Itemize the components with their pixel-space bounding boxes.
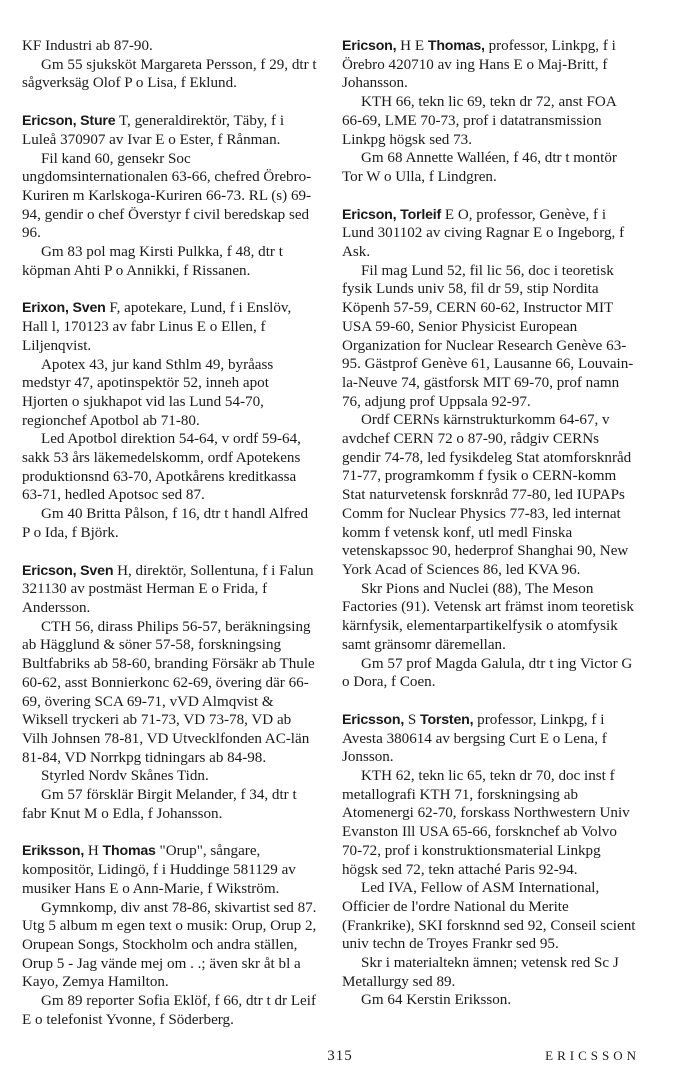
entry-given-name: Sture (80, 113, 116, 130)
entry-eriksson-thomas (22, 842, 318, 1029)
left-column (22, 37, 318, 1048)
entry-paragraph: Gm 40 Britta Pålson, f 16, dtr t handl Alfred P o Ida, f Björk. (22, 506, 309, 541)
entry-header (22, 562, 318, 618)
entry-paragraph: Fil kand 60, gensekr Soc ungdomsinternationalen 63-66, chefred Örebro-Kuriren m Karlskoga-Kuriren 66-73. RL (s) 69-94, gendir o chef Överstyr f civil beredskap sed 96. (22, 150, 312, 242)
entry-given-name: Torsten, (420, 711, 474, 728)
entry-bio: H, direktör, Sollentuna, f i Falun 321130 av postmäst Herman E o Frida, f Andersson. (22, 562, 314, 616)
running-head: ERICSSON (545, 1048, 640, 1063)
entry-surname: Erixon, (22, 300, 69, 317)
entry-ericson-sture (22, 112, 318, 280)
entry-paragraph: KF Industri ab 87-90. (22, 38, 153, 54)
entry-ericson-sven-h (22, 562, 318, 824)
entry-paragraph: Gm 64 Kerstin Eriksson. (361, 992, 512, 1009)
entry-header (22, 112, 318, 149)
entry-paragraph: Gm 89 reporter Sofia Eklöf, f 66, dtr t dr Leif E o telefonist Yvonne, f Söderberg. (22, 993, 316, 1028)
entry-paragraph: Skr i materialtekn ämnen; vetensk red Sc J Metallurgy sed 89. (342, 955, 619, 990)
entry-given-name: Thomas, (427, 38, 485, 54)
entry-ericson-he-thomas (342, 37, 638, 187)
entry-ericsson-torsten (342, 711, 638, 1010)
entry-paragraph: CTH 56, dirass Philips 56-57, beräkningsing ab Hägglund & söner 57-58, forskningsing Bultfabriks ab 58-60, branding Försäkr ab Thule 60-62, asst Bonnierkonc 62-69, övering där 66-69, övering SCA 69-71, vVD Almqvist & Wiksell tryckeri ab 71-73, VD 73-78, VD ab Vilh Johnsen 78-81, VD Utvecklfonden AC-län 81-84, VD Norrkpg tidningars ab 84-98. (22, 618, 315, 766)
entry-paragraph: Ordf CERNs kärnstrukturkomm 64-67, v avdchef CERN 72 o 87-90, rådgiv CERNs gendir 74-78, led fysikdeleg Stat atomforsknråd 71-77, programkomm f fysik o CERN-komm Stat naturvetensk forsknråd 77-80, led IUPAPs Comm for Nuclear Physics 77-83, led internat komm f vetensk konf, utl medl Finska vetenskapssoc 90, hederprof Shanghai 90, New York Acad of Sciences 86, led KVA 96. (342, 412, 632, 578)
entry-given-initial: H (87, 843, 99, 860)
entry-bio: professor, Linkpg, f i Örebro 420710 av ing Hans E o Maj-Britt, f Johansson. (342, 38, 616, 92)
entry-given-name: Sven (80, 562, 114, 579)
entry-paragraph: Gm 57 försklär Birgit Melander, f 34, dtr t fabr Knut M o Edla, f Johansson. (22, 787, 297, 822)
entry-paragraph: Led Apotbol direktion 54-64, v ordf 59-64, sakk 53 års läkemedelskomm, ordf Apotekens produktionsnd 63-70, Apotkårens kreditkassa 63-71, hedled Apotsoc sed 87. (22, 431, 301, 504)
entry-bio: T, generaldirektör, Täby, f i Luleå 370907 av Ivar E o Ester, f Rånman. (22, 113, 285, 148)
entry-given-initial: S (407, 711, 417, 728)
entry-bio: "Orup", sångare, kompositör, Lidingö, f i Huddinge 581129 av musiker Hans E o Ann-Marie, f Wikström. (22, 843, 296, 897)
entry-surname: Ericson, (342, 38, 397, 54)
entry-surname: Ericson, (342, 206, 397, 223)
entry-paragraph: Gm 55 sjuksköt Margareta Persson, f 29, dtr t sågverksäg Olof P o Lisa, f Eklund. (22, 56, 317, 92)
entry-paragraph: Apotex 43, jur kand Sthlm 49, byråass medstyr 47, apotinspektör 52, inneh apot Hjorten o sjukhapot vid las Lund 54-70, regionchef Apotbol ab 71-80. (22, 356, 274, 429)
page-number: 315 (327, 1048, 353, 1064)
entry-header (342, 37, 638, 93)
entry-paragraph: Styrled Nordv Skånes Tidn. (41, 768, 209, 785)
entry-paragraph: KTH 66, tekn lic 69, tekn dr 72, anst FOA 66-69, LME 70-73, prof i datatransmission Linkpg högsk sed 73. (342, 94, 616, 148)
entry-paragraph: Skr Pions and Nuclei (88), The Meson Factories (91). Vetensk art främst inom teoretisk kärnfysik, elementarpartikelfysik o atomfysik samt gränsomr däremellan. (342, 580, 634, 653)
entry-paragraph: Gymnkomp, div anst 78-86, skivartist sed 87. Utg 5 album m egen text o musik: Orup, Orup 2, Orupean Songs, Stockholm och andra ställen, Orup 5 - Jag vände mej om . .; även skr åt bl a Kayo, Zemya Hamilton. (22, 899, 317, 991)
entry-header (22, 842, 318, 898)
entry-paragraph: Gm 57 prof Magda Galula, dtr t ing Victor G o Dora, f Coen. (342, 655, 633, 691)
entry-header (342, 206, 638, 262)
entry-ericson-torleif (342, 206, 638, 692)
entry-bio: F, apotekare, Lund, f i Enslöv, Hall l, 170123 av fabr Linus E o Ellen, f Liljenqvist. (22, 300, 292, 354)
entry-given-name: Sven (72, 300, 106, 317)
entry-given-name: Torleif (400, 206, 442, 223)
entry-paragraph: Gm 68 Annette Walléen, f 46, dtr t montör Tor W o Ulla, f Lindgren. (342, 150, 617, 185)
entry-erixon-sven (22, 299, 318, 542)
entry-paragraph: KTH 62, tekn lic 65, tekn dr 70, doc inst f metallografi KTH 71, forskningsing ab Atomenergi 62-70, forskass Northwestern Univ Evanston Ill USA 65-66, forsknchef ab Volvo 70-72, prof i konstruktionsmaterial Linkpg högsk sed 72, tekn attaché Paris 92-94. (342, 768, 630, 878)
entry-given-initial: H E (400, 38, 425, 54)
entry-bio: professor, Linkpg, f i Avesta 380614 av bergsing Curt E o Lena, f Jonsson. (342, 711, 607, 766)
entry-paragraph: Fil mag Lund 52, fil lic 56, doc i teoretisk fysik Lunds univ 58, fil dr 59, stip Nordita Köpenh 57-59, CERN 60-62, Instructor MIT USA 59-60, Senior Physicist European Organization for Nuclear Research Genève 63-95. Gästprof Genève 61, Lausanne 66, Louvain-la-Neuve 74, gästforsk MIT 69-70, prof namn 76, adjung prof Uppsala 92-97. (342, 262, 634, 410)
entry-surname: Eriksson, (22, 843, 85, 860)
entry-surname: Ericson, (22, 562, 77, 579)
entry-given-name: Thomas (102, 843, 156, 860)
entry-continued (22, 37, 318, 93)
entry-header (22, 299, 318, 355)
entry-paragraph: Led IVA, Fellow of ASM International, Officier de l'ordre National du Merite (Frankrike), SKI forsknnd sed 92, Conseil scient univ techn de Troyes Frankr sed 95. (342, 880, 636, 953)
entry-bio: E O, professor, Genève, f i Lund 301102 av civing Ragnar E o Ingeborg, f Ask. (342, 206, 625, 261)
entry-surname: Ericson, (22, 113, 77, 130)
right-column (342, 37, 638, 1029)
entry-surname: Ericsson, (342, 711, 405, 728)
entry-paragraph: Gm 83 pol mag Kirsti Pulkka, f 48, dtr t köpman Ahti P o Annikki, f Rissanen. (22, 244, 283, 279)
entry-header (342, 711, 638, 767)
